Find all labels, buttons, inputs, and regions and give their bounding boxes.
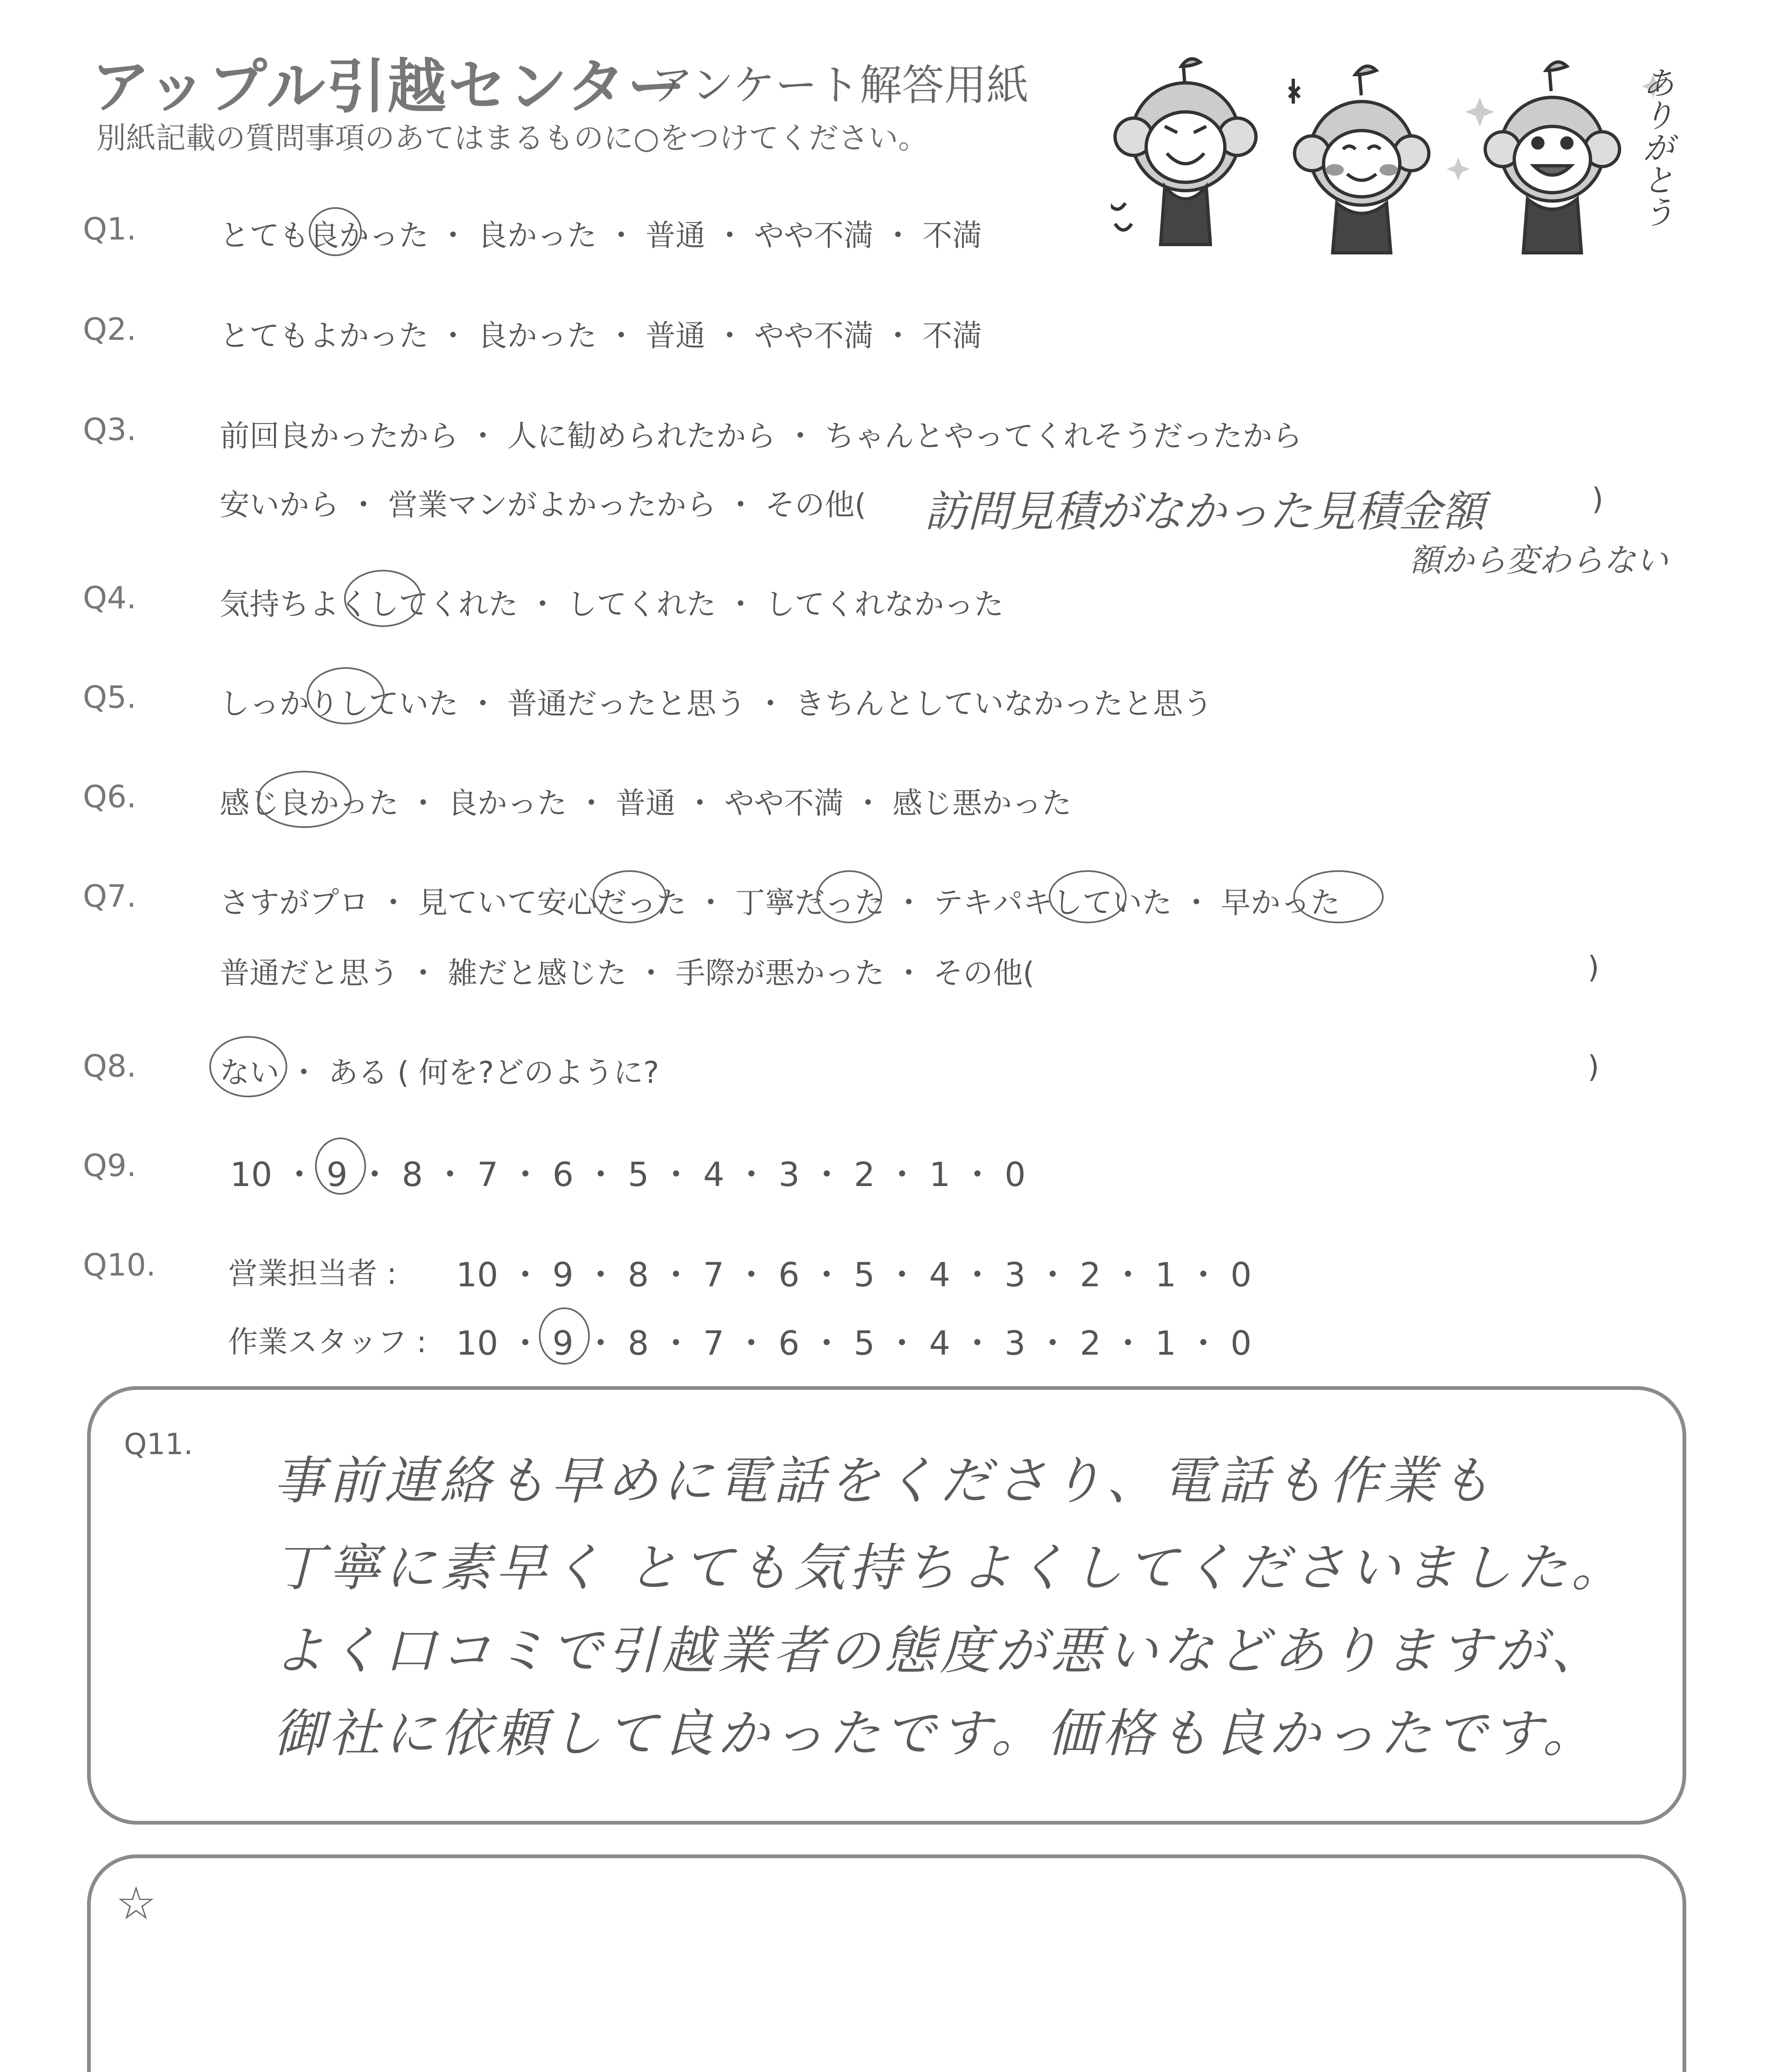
q11-label: Q11. bbox=[124, 1427, 193, 1461]
q7-answer-circle-2 bbox=[817, 870, 882, 923]
form-instruction: 別紙記載の質問事項のあてはまるものに○をつけてください。 bbox=[96, 121, 928, 155]
q5-answer-circle bbox=[307, 667, 385, 724]
monkey-mascots-illustration bbox=[1111, 50, 1700, 282]
q7-answer-circle-4 bbox=[1293, 870, 1384, 923]
q10-sales-scale: 10 ・ 9 ・ 8 ・ 7 ・ 6 ・ 5 ・ 4 ・ 3 ・ 2 ・ 1 ・ 0 bbox=[456, 1256, 1252, 1294]
q7-answer-circle-1 bbox=[593, 870, 667, 923]
q1-number: Q1. bbox=[83, 211, 136, 247]
q2-options: とてもよかった ・ 良かった ・ 普通 ・ やや不満 ・ 不満 bbox=[220, 318, 982, 353]
monkey-mascot-1 bbox=[1111, 59, 1256, 244]
q7-options-line1: さすがプロ ・ 見ていて安心だった ・ 丁寧だった ・ テキパキしていた ・ 早かった bbox=[220, 885, 1341, 920]
q10-staff-label: 作業スタッフ : bbox=[228, 1324, 427, 1359]
q9-number: Q9. bbox=[83, 1148, 136, 1184]
q5-options: しっかりしていた ・ 普通だったと思う ・ きちんとしていなかったと思う bbox=[220, 686, 1213, 721]
q9-answer-circle bbox=[315, 1138, 366, 1195]
star-comment-box bbox=[87, 1854, 1686, 2072]
q10-sales-label: 営業担当者 : bbox=[228, 1256, 397, 1291]
q10-staff-scale: 10 ・ 9 ・ 8 ・ 7 ・ 6 ・ 5 ・ 4 ・ 3 ・ 2 ・ 1 ・ 0 bbox=[456, 1324, 1252, 1363]
q8-number: Q8. bbox=[83, 1048, 136, 1084]
q7-answer-circle-3 bbox=[1049, 870, 1127, 923]
q7-number: Q7. bbox=[83, 879, 136, 914]
q11-comment-box bbox=[87, 1386, 1686, 1825]
q3-options-line2: 安いから ・ 営業マンがよかったから ・ その他( bbox=[220, 487, 866, 522]
monkey-mascot-2 bbox=[1289, 66, 1429, 253]
q1-answer-circle bbox=[309, 207, 362, 256]
q8-options: ない ・ ある ( 何を?どのように? bbox=[220, 1055, 659, 1090]
q1-options: とても良かった ・ 良かった ・ 普通 ・ やや不満 ・ 不満 bbox=[220, 218, 982, 253]
q4-answer-circle bbox=[344, 570, 422, 627]
q8-answer-circle bbox=[209, 1036, 287, 1097]
q5-number: Q5. bbox=[83, 680, 136, 715]
form-title: アップル引越センター bbox=[91, 53, 688, 121]
q11-comment-line-3: よく口コミで引越業者の態度が悪いなどありますが、 bbox=[273, 1621, 1607, 1681]
q11-comment-line-4: 御社に依頼して良かったです。価格も良かったです。 bbox=[273, 1704, 1598, 1764]
q6-answer-circle bbox=[257, 771, 352, 828]
form-subtitle: アンケート解答用紙 bbox=[651, 61, 1029, 110]
q7-close-paren: ) bbox=[1588, 950, 1600, 985]
q10-number: Q10. bbox=[83, 1247, 156, 1283]
mascot-caption: ありがとう bbox=[1637, 66, 1674, 228]
q10-staff-answer-circle bbox=[539, 1307, 590, 1365]
q9-scale: 10 ・ 9 ・ 8 ・ 7 ・ 6 ・ 5 ・ 4 ・ 3 ・ 2 ・ 1 ・ 0 bbox=[230, 1155, 1026, 1194]
q7-options-line2: 普通だと思う ・ 雑だと感じた ・ 手際が悪かった ・ その他( bbox=[220, 956, 1035, 990]
q6-options: 感じ良かった ・ 良かった ・ 普通 ・ やや不満 ・ 感じ悪かった bbox=[220, 786, 1072, 821]
star-label: ☆ bbox=[116, 1877, 157, 1930]
q3-options-line1: 前回良かったから ・ 人に勧められたから ・ ちゃんとやってくれそうだったから bbox=[220, 419, 1302, 453]
q3-number: Q3. bbox=[83, 412, 136, 448]
q11-comment-line-1: 事前連絡も早めに電話をくださり、電話も作業も bbox=[273, 1451, 1496, 1511]
q4-number: Q4. bbox=[83, 580, 136, 616]
q6-number: Q6. bbox=[83, 779, 136, 815]
q3-handwritten-other-2: 額から変わらない bbox=[1409, 542, 1668, 579]
monkey-mascot-3 bbox=[1485, 62, 1620, 253]
q11-comment-line-2: 丁寧に素早く とても気持ちよくしてくださいました。 bbox=[273, 1538, 1627, 1598]
q2-number: Q2. bbox=[83, 312, 136, 347]
q8-close-paren: ) bbox=[1588, 1049, 1600, 1084]
q3-close-paren: ) bbox=[1592, 482, 1604, 516]
q4-options: 気持ちよくしてくれた ・ してくれた ・ してくれなかった bbox=[220, 587, 1004, 622]
q3-handwritten-other-1: 訪問見積がなかった見積金額 bbox=[924, 486, 1485, 537]
